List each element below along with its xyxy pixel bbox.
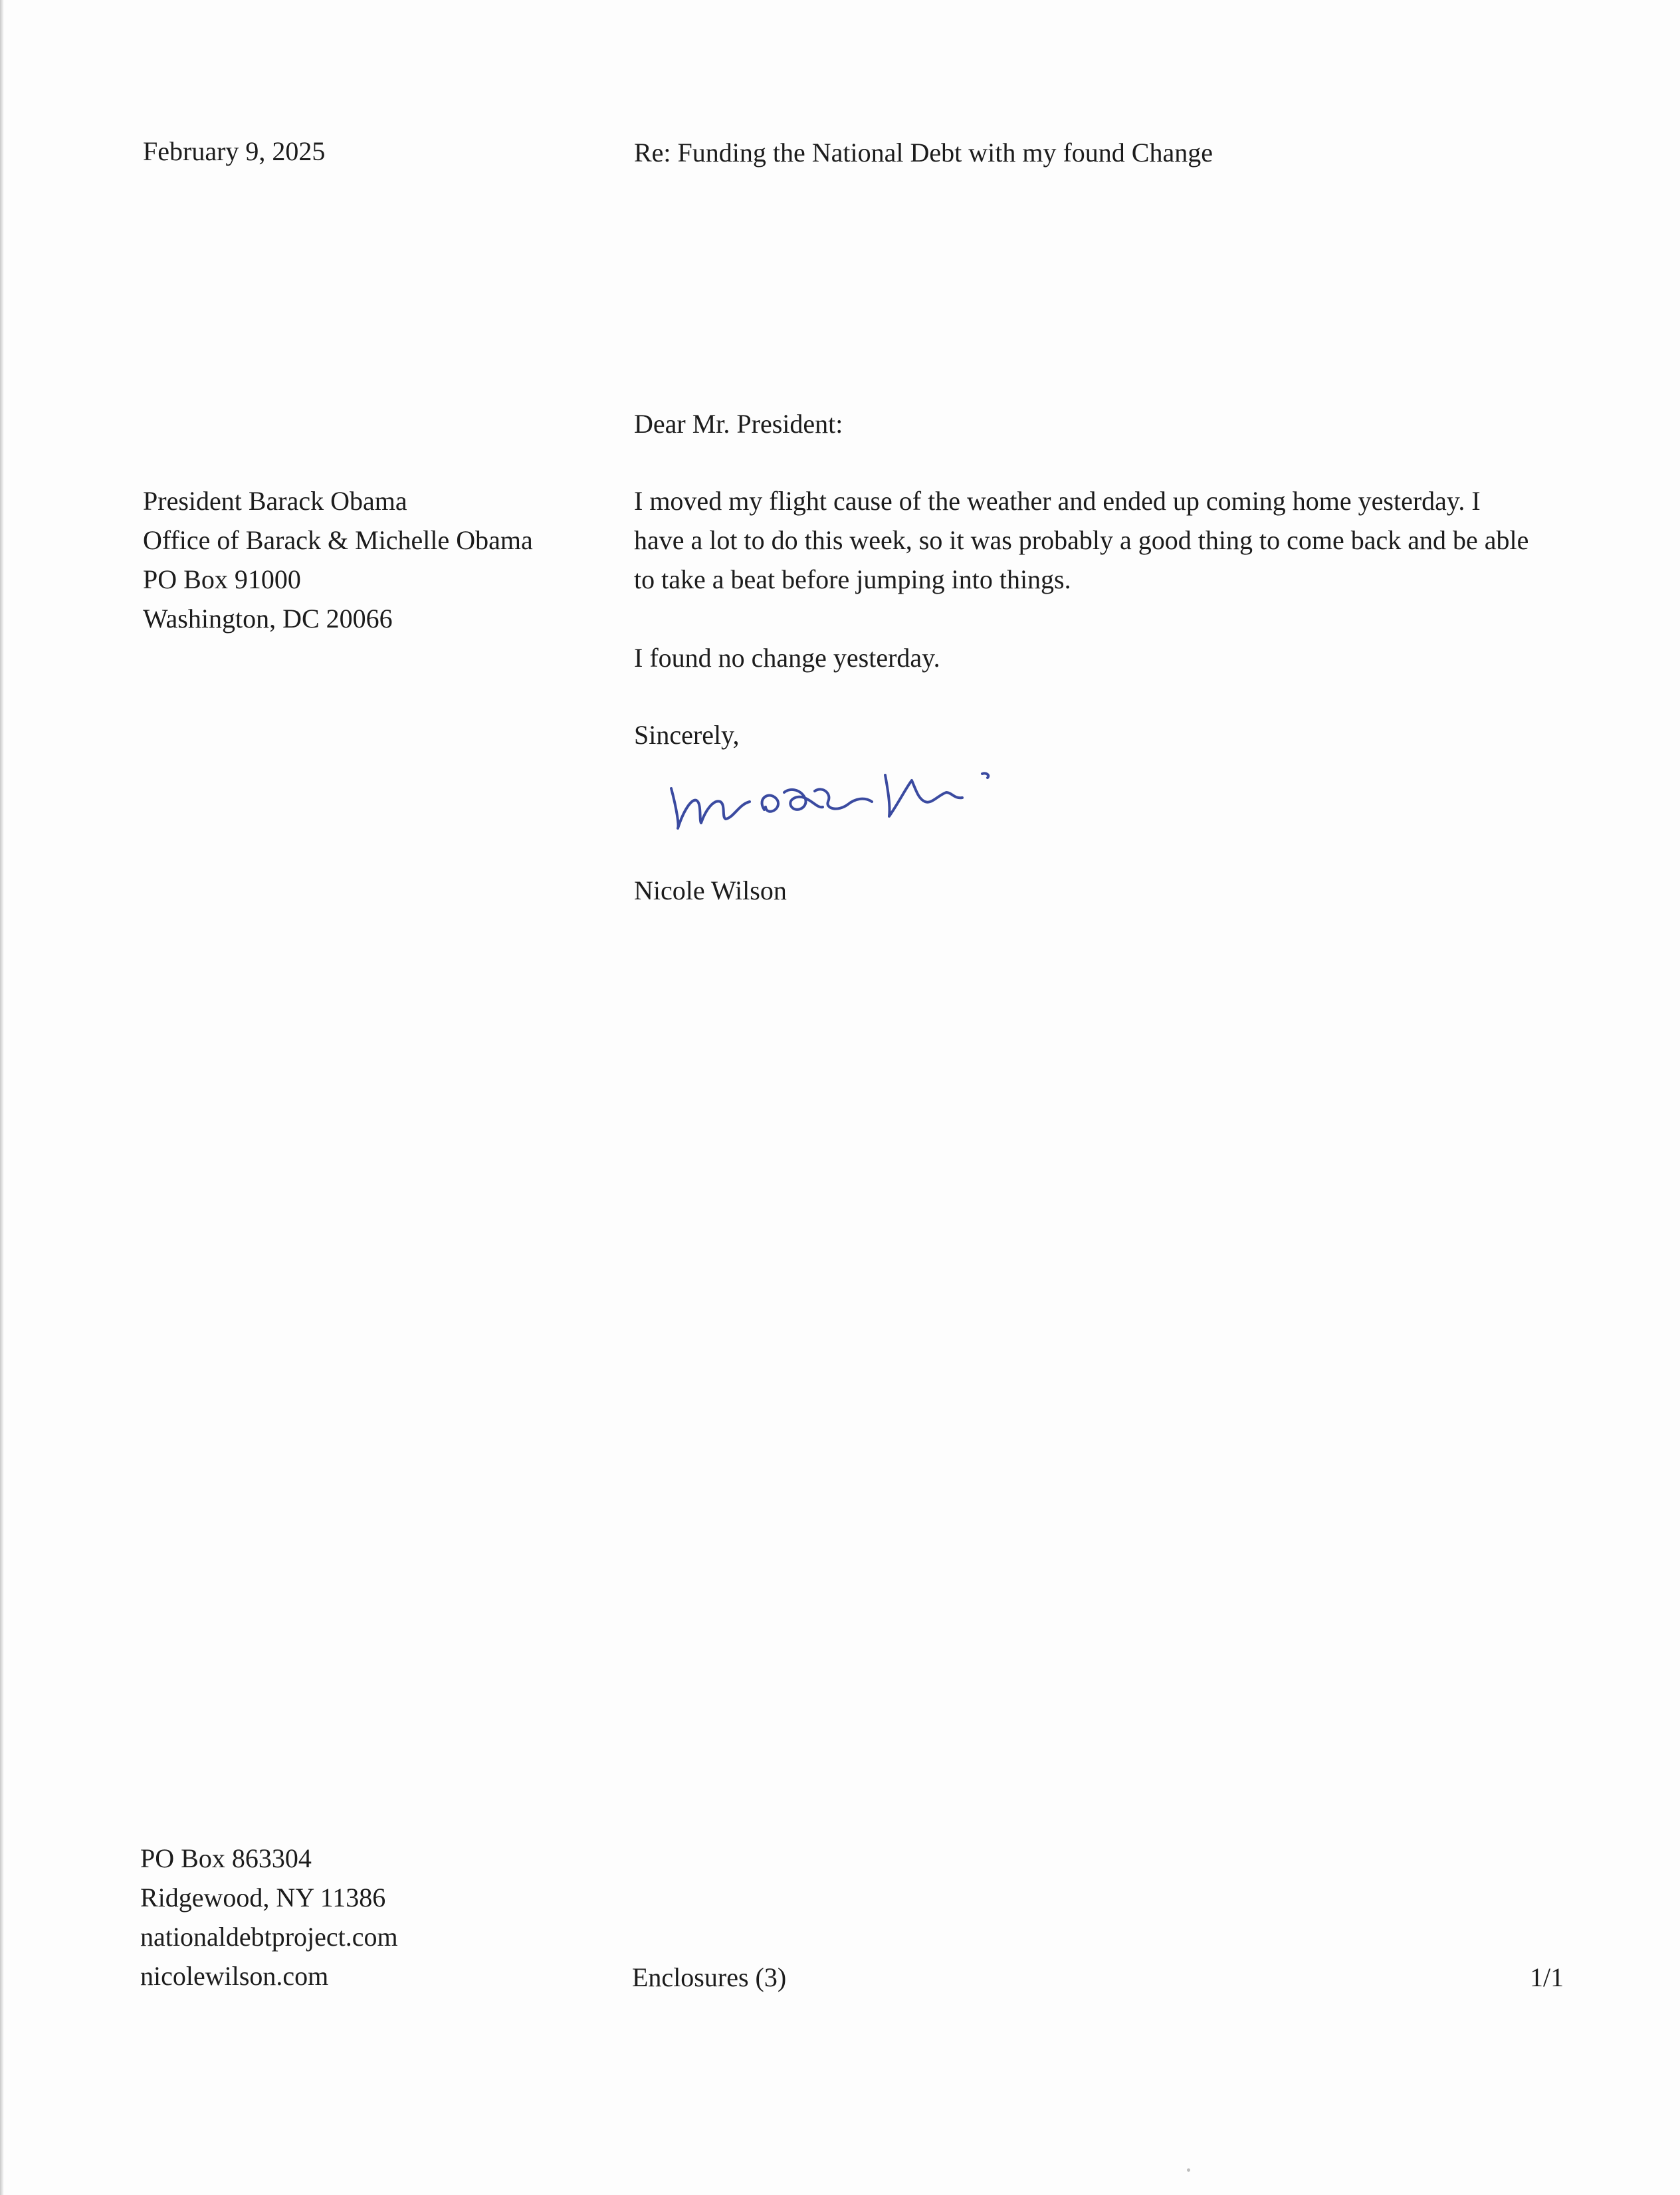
recipient-address — [143, 481, 533, 638]
page-number: 1/1 — [1530, 1962, 1564, 1992]
body-line: to take a beat before jumping into things. — [634, 564, 1071, 594]
recipient-line: Washington, DC 20066 — [143, 604, 393, 634]
recipient-line: Office of Barack & Michelle Obama — [143, 525, 533, 555]
salutation: Dear Mr. President: — [634, 409, 843, 439]
recipient-line: PO Box 91000 — [143, 564, 301, 594]
recipient-line: President Barack Obama — [143, 486, 407, 516]
sender-line: nicolewilson.com — [140, 1961, 329, 1991]
signer-name: Nicole Wilson — [634, 875, 787, 905]
body-line: have a lot to do this week, so it was probably a good thing to come back and be able — [634, 525, 1529, 555]
handwritten-signature-icon — [665, 749, 1010, 848]
scan-speck — [1187, 2168, 1190, 2172]
closing: Sincerely, — [634, 720, 740, 750]
sender-line: PO Box 863304 — [140, 1843, 312, 1873]
letter-subject: Re: Funding the National Debt with my found Change — [634, 138, 1213, 168]
sender-address — [140, 1839, 398, 1996]
body-paragraph-2: I found no change yesterday. — [634, 643, 940, 673]
sender-line: Ridgewood, NY 11386 — [140, 1883, 386, 1912]
sender-line: nationaldebtproject.com — [140, 1922, 398, 1952]
body-paragraph-1 — [634, 481, 1528, 599]
letter-date: February 9, 2025 — [143, 136, 326, 166]
enclosures-note: Enclosures (3) — [632, 1962, 787, 1992]
scan-edge-shadow — [0, 0, 4, 2195]
body-line: I moved my flight cause of the weather and ended up coming home yesterday. I — [634, 486, 1481, 516]
